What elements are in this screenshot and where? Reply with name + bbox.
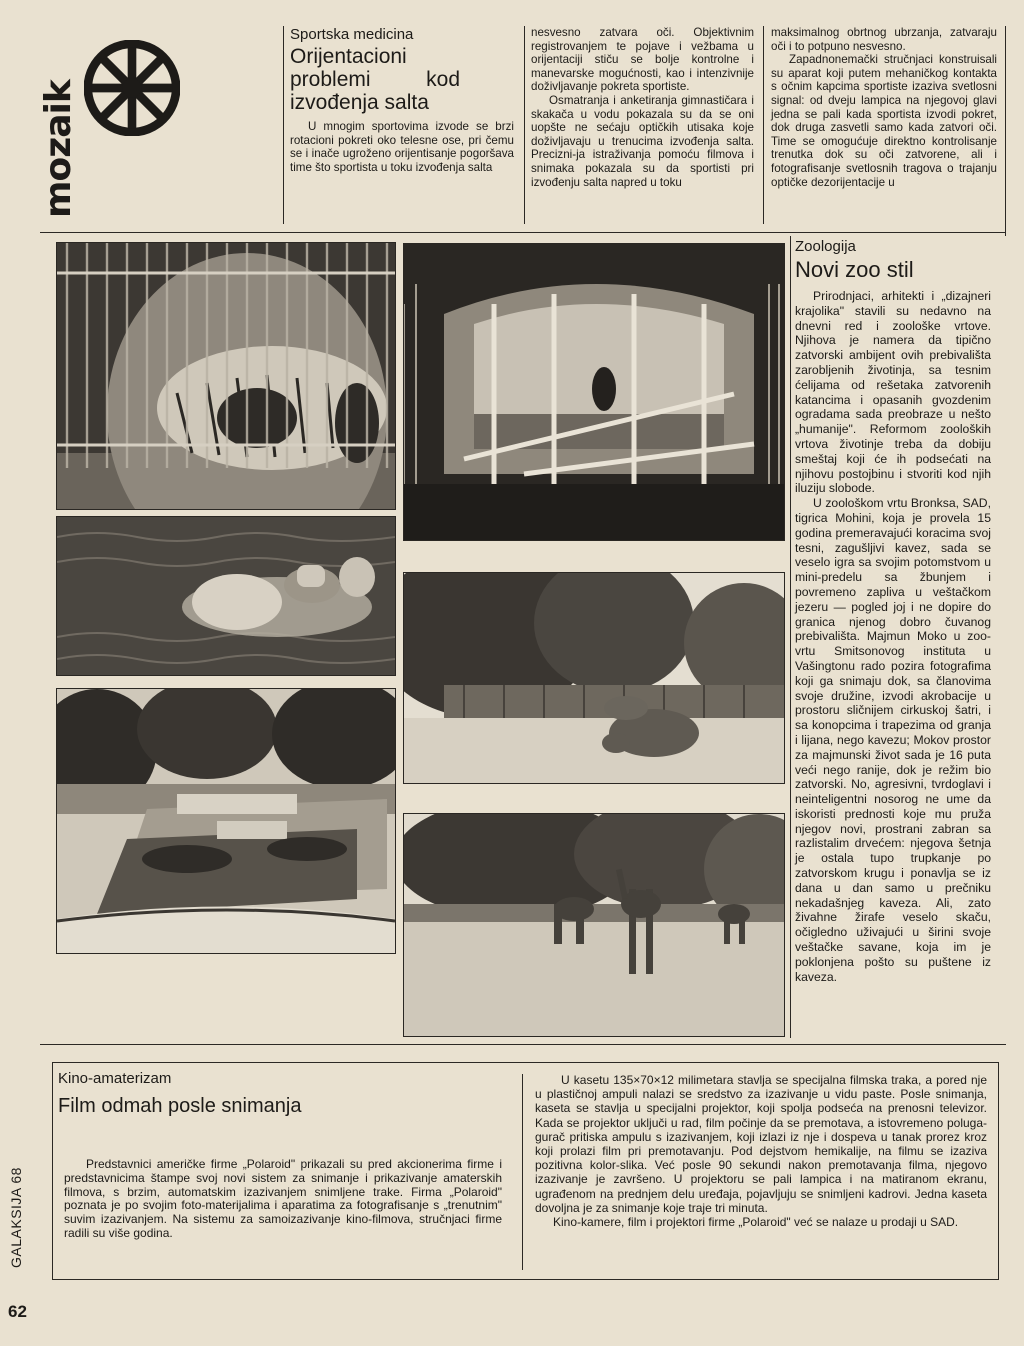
zoo-title: Novi zoo stil <box>795 257 914 282</box>
zoo-paragraph: U zoološkom vrtu Bronksa, SAD, tigrica Mohini, koja je provela 15 godina premeravajući koracima svoj tesni, zagušljivi kavez, sada se veselo igra sa svojim potomstvom u mini-predelu sa žbunjem i povremeno zapliva u veštačkom jezeru — pogled joj i ne dopire do granica njenog dobro čuvanog prebivališta. Majmun Moko u zoo-vrtu Smitsonovog instituta u Vašingtonu rado pozira fotografima koji ga snimaju dok, sa članovima svoje družine, izvodi akrobacije u prostoru sličnijem cirkuskoj šatri, i sa konopcima i trapezima od granja i lijana, nego kavezu; Mokov prostor za majmunski život sada je 16 puta veći nego ranije, dok je režim bio zatvorski. No, agresivni, tvrdoglavi i neinteligentni nosorog ne ume da iskoristi prednosti koje mu pruža njegov novi, prostrani zabran sa razlistalim drvećem: njegova šetnja je ostala tupo trupkanje po zatvorskom krugu i ponavlja se iz dana u dan samo u prečniku nekadašnjeg kaveza. Ali, zato živahne žirafe veselo skaču, očigledno uživajući u širini svoje veštačke savane, koja im je poklonjena pošto su puštene iz kaveza. <box>795 496 991 984</box>
photo-monkey-house <box>403 243 785 541</box>
section-label-text: mozaik <box>38 80 79 218</box>
sports-paragraph: U mnogim sportovima izvode se brzi rotacioni pokreti oko telesne ose, pri čemu se i inače ugroženo orijentisanje pogoršava time što sportista u toku izvođenja salta <box>290 120 514 174</box>
sports-paragraph: Osmatranja i anketiranja gimnastičara i skakača u vodu pokazala su da se oni uopšte ne sećaju optičkih utisaka koje doživljavaju u trenucima izvođenja salta. Precizni-ja istraživanja pomoću filmova i snimaka pokazala su da sportisti pri izvođenju salta napred u toku <box>531 93 754 189</box>
sports-title: Orijentacioni problemi kod izvođenja salta <box>290 45 460 114</box>
polaroid-left <box>58 1070 508 1241</box>
sports-kicker: Sportska medicina <box>290 26 414 43</box>
photo-tiger-cage <box>56 242 396 510</box>
polaroid-paragraph: U kasetu 135×70×12 milimetara stavlja se specijalna filmska traka, a pored nje u plastičnoj ampuli nalazi se sredstvo za izazivanje u vidu paste. Posle snimanja, kaseta se stavlja u specijalni projektor, koji spolja podseća na prenosni televizor. Kada se projektor uključi u rad, film počinje da se premotava, a istovremeno poluga-gurač pritiska ampulu s izazivanjem, koji izlazi iz nje i dospeva u tanak prorez kroz koji prolazi film pri premotavanju. Pod dejstvom hemikalije, na filmu se izaziva pozitivna kolor-slika. Već posle 90 sekundi nakon premotavanja filma, njegovo izazivanje je završeno. U projektoru se pali lampica i na matiranom ekranu, ugrađenom na prednjem delu uređaja, pojavljuju se snimljeni kadrovi. Jedna kaseta dovoljna je za snimanje koje traje tri minuta. <box>535 1073 987 1215</box>
wheel-logo-icon <box>84 40 180 136</box>
sports-paragraph: maksimalnog obrtnog ubrzanja, zatvaraju oči i to potpuno nesvesno. <box>771 26 997 53</box>
sports-column-1 <box>290 26 514 174</box>
polaroid-kicker: Kino-amaterizam <box>58 1070 172 1087</box>
photo-tiger-swimming <box>56 516 396 676</box>
polaroid-paragraph: Kino-kamere, film i projektori firme „Polaroid" već se nalaze u prodaji u SAD. <box>553 1215 959 1230</box>
sports-paragraph: nesvesno zatvara oči. Objektivnim registrovanjem te pojave i vežbama u orijentaciji stiču se bolje kontrolne i manevarske mogućnosti, kao i intenzivnije doživljavanje pokreta sportiste. <box>531 26 754 94</box>
polaroid-title: Film odmah posle snimanja <box>58 1095 302 1117</box>
photo-zoo-enclosure <box>56 688 396 954</box>
sports-column-3 <box>771 26 997 189</box>
sports-column-2 <box>531 26 754 189</box>
magazine-name: GALAKSIJA 68 <box>8 1167 24 1268</box>
zoo-paragraph: Prirodnjaci, arhitekti i „dizajneri krajolika" stavili su nedavno na dnevni red i zoološke vrtove. Njihova je namera da tipično zatvorski ambijent ovih prebivališta zarobljenih životinja, sa tesnim ćelijama od rešetaka zatvorenih katancima i opasanih gvozdenim ogradama sada preobraze u nešto „humanije". Reformom zooloških vrtova životinje treba da dobiju smeštaj koji će ih podsećati na njihovu postojbinu i stvoriti kod njih iluziju slobode. <box>795 289 991 496</box>
polaroid-right <box>535 1073 987 1229</box>
photo-giraffes <box>403 813 785 1037</box>
polaroid-paragraph: Predstavnici američke firme „Polaroid" prikazali su pred akcionerima firme i predstavnicima štampe svoj novi sistem za snimanje i prikazivanje amaterskih filmova, s brzim, automatskim izazivanjem snimljene trake. Firma „Polaroid" poznata je po svojim foto-materijalima i aparatima za fotografisanje s „trenutnim" suvim izazivanjem. Na sistemu za samoizazivanje kino-filmova, stručnjaci firme radili su više godina. <box>64 1157 502 1240</box>
page-number: 62 <box>8 1302 27 1321</box>
zoo-column <box>795 238 991 984</box>
zoo-kicker: Zoologija <box>795 238 856 255</box>
photo-rhinoceros <box>403 572 785 784</box>
sports-paragraph: Zapadnonemački stručnjaci konstruisali su aparat koji putem mehaničkog kontakta s očnim kapcima sportiste izaziva svetlosni signal: od dveju lampica na njegovoj glavi jedna se pali kada sportista izvodi pokret, dok druga zasvetli samo kada zatvori oči. Time se omogućuje direktno kontrolisanje trenutka dok su oči zatvorene, ali i fotografisanje svetlosnih tragova o trajanju optičke dezorijentacije u <box>771 53 997 189</box>
